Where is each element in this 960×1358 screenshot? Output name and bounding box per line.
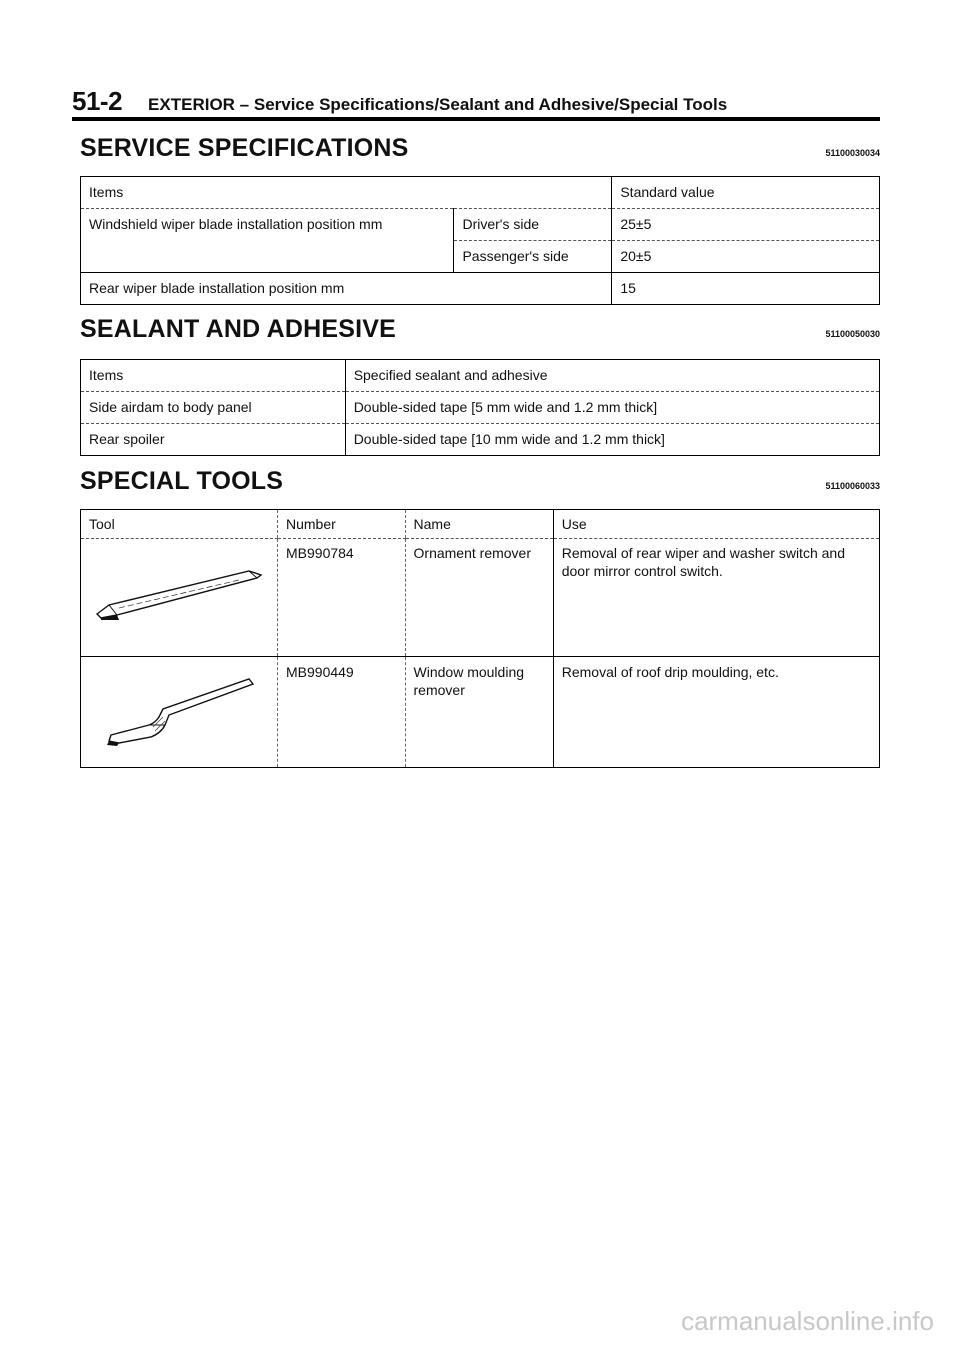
table-cell: Windshield wiper blade installation position mm bbox=[81, 209, 454, 273]
sealant-adhesive-heading bbox=[80, 315, 880, 344]
table-cell: Rear wiper blade installation position mm bbox=[89, 280, 345, 296]
section-title: SERVICE SPECIFICATIONS bbox=[80, 134, 409, 162]
header-cell: Name bbox=[405, 510, 553, 539]
footer-watermark: carmanualsonline.info bbox=[681, 1306, 934, 1336]
service-specifications-heading bbox=[80, 134, 880, 163]
table-cell: Rear spoiler bbox=[89, 431, 165, 447]
table-cell: Removal of roof drip moulding, etc. bbox=[553, 657, 879, 768]
sealant-adhesive-table bbox=[80, 359, 880, 456]
section-code: 51100030034 bbox=[825, 148, 880, 158]
table-cell: Removal of rear wiper and washer switch and door mirror control switch. bbox=[553, 539, 879, 657]
header-cell: Standard value bbox=[612, 177, 880, 209]
section-code: 51100050030 bbox=[825, 329, 880, 339]
section-title: SEALANT AND ADHESIVE bbox=[80, 315, 397, 343]
table-cell: Double-sided tape [10 mm wide and 1.2 mm thick] bbox=[345, 424, 879, 456]
tool-cell bbox=[81, 539, 278, 657]
table-cell: Side airdam to body panel bbox=[81, 392, 346, 424]
table-row bbox=[81, 209, 880, 241]
table-row bbox=[81, 392, 880, 424]
page-number: 51-2 bbox=[72, 86, 123, 116]
table-header bbox=[81, 177, 880, 209]
table-row bbox=[81, 424, 880, 456]
table-cell: 25±5 bbox=[612, 209, 880, 241]
page-title: EXTERIOR – Service Specifications/Sealant and Adhesive/Special Tools bbox=[148, 95, 728, 114]
header-cell: Number bbox=[278, 510, 406, 539]
section-code: 51100060033 bbox=[825, 481, 880, 491]
table-cell: 20±5 bbox=[612, 241, 880, 273]
section-title: SPECIAL TOOLS bbox=[80, 467, 284, 495]
window-moulding-remover-icon bbox=[89, 663, 269, 759]
special-tools-heading bbox=[80, 467, 880, 496]
table-cell: Double-sided tape [5 mm wide and 1.2 mm thick] bbox=[345, 392, 879, 424]
table-header bbox=[81, 360, 880, 392]
header-cell: Items bbox=[81, 177, 612, 209]
header-cell: Tool bbox=[81, 510, 278, 539]
table-cell: Window moulding remover bbox=[405, 657, 553, 768]
table-cell: MB990784 bbox=[278, 539, 406, 657]
ornament-remover-icon bbox=[89, 544, 269, 644]
table-cell: Passenger's side bbox=[454, 241, 612, 273]
table-row bbox=[81, 657, 880, 768]
service-specifications-table bbox=[80, 176, 880, 305]
special-tools-table bbox=[80, 509, 880, 768]
page-header bbox=[72, 86, 880, 117]
table-header bbox=[81, 510, 880, 539]
table-row bbox=[81, 273, 880, 305]
header-cell: Use bbox=[553, 510, 879, 539]
header-cell: Items bbox=[81, 360, 346, 392]
header-cell: Specified sealant and adhesive bbox=[345, 360, 879, 392]
table-cell: Ornament remover bbox=[405, 539, 553, 657]
table-cell: Driver's side bbox=[454, 209, 612, 241]
tool-cell bbox=[81, 657, 278, 768]
header-rule bbox=[72, 117, 880, 121]
table-row bbox=[81, 539, 880, 657]
table-cell: MB990449 bbox=[278, 657, 406, 768]
table-cell: 15 bbox=[612, 273, 880, 305]
